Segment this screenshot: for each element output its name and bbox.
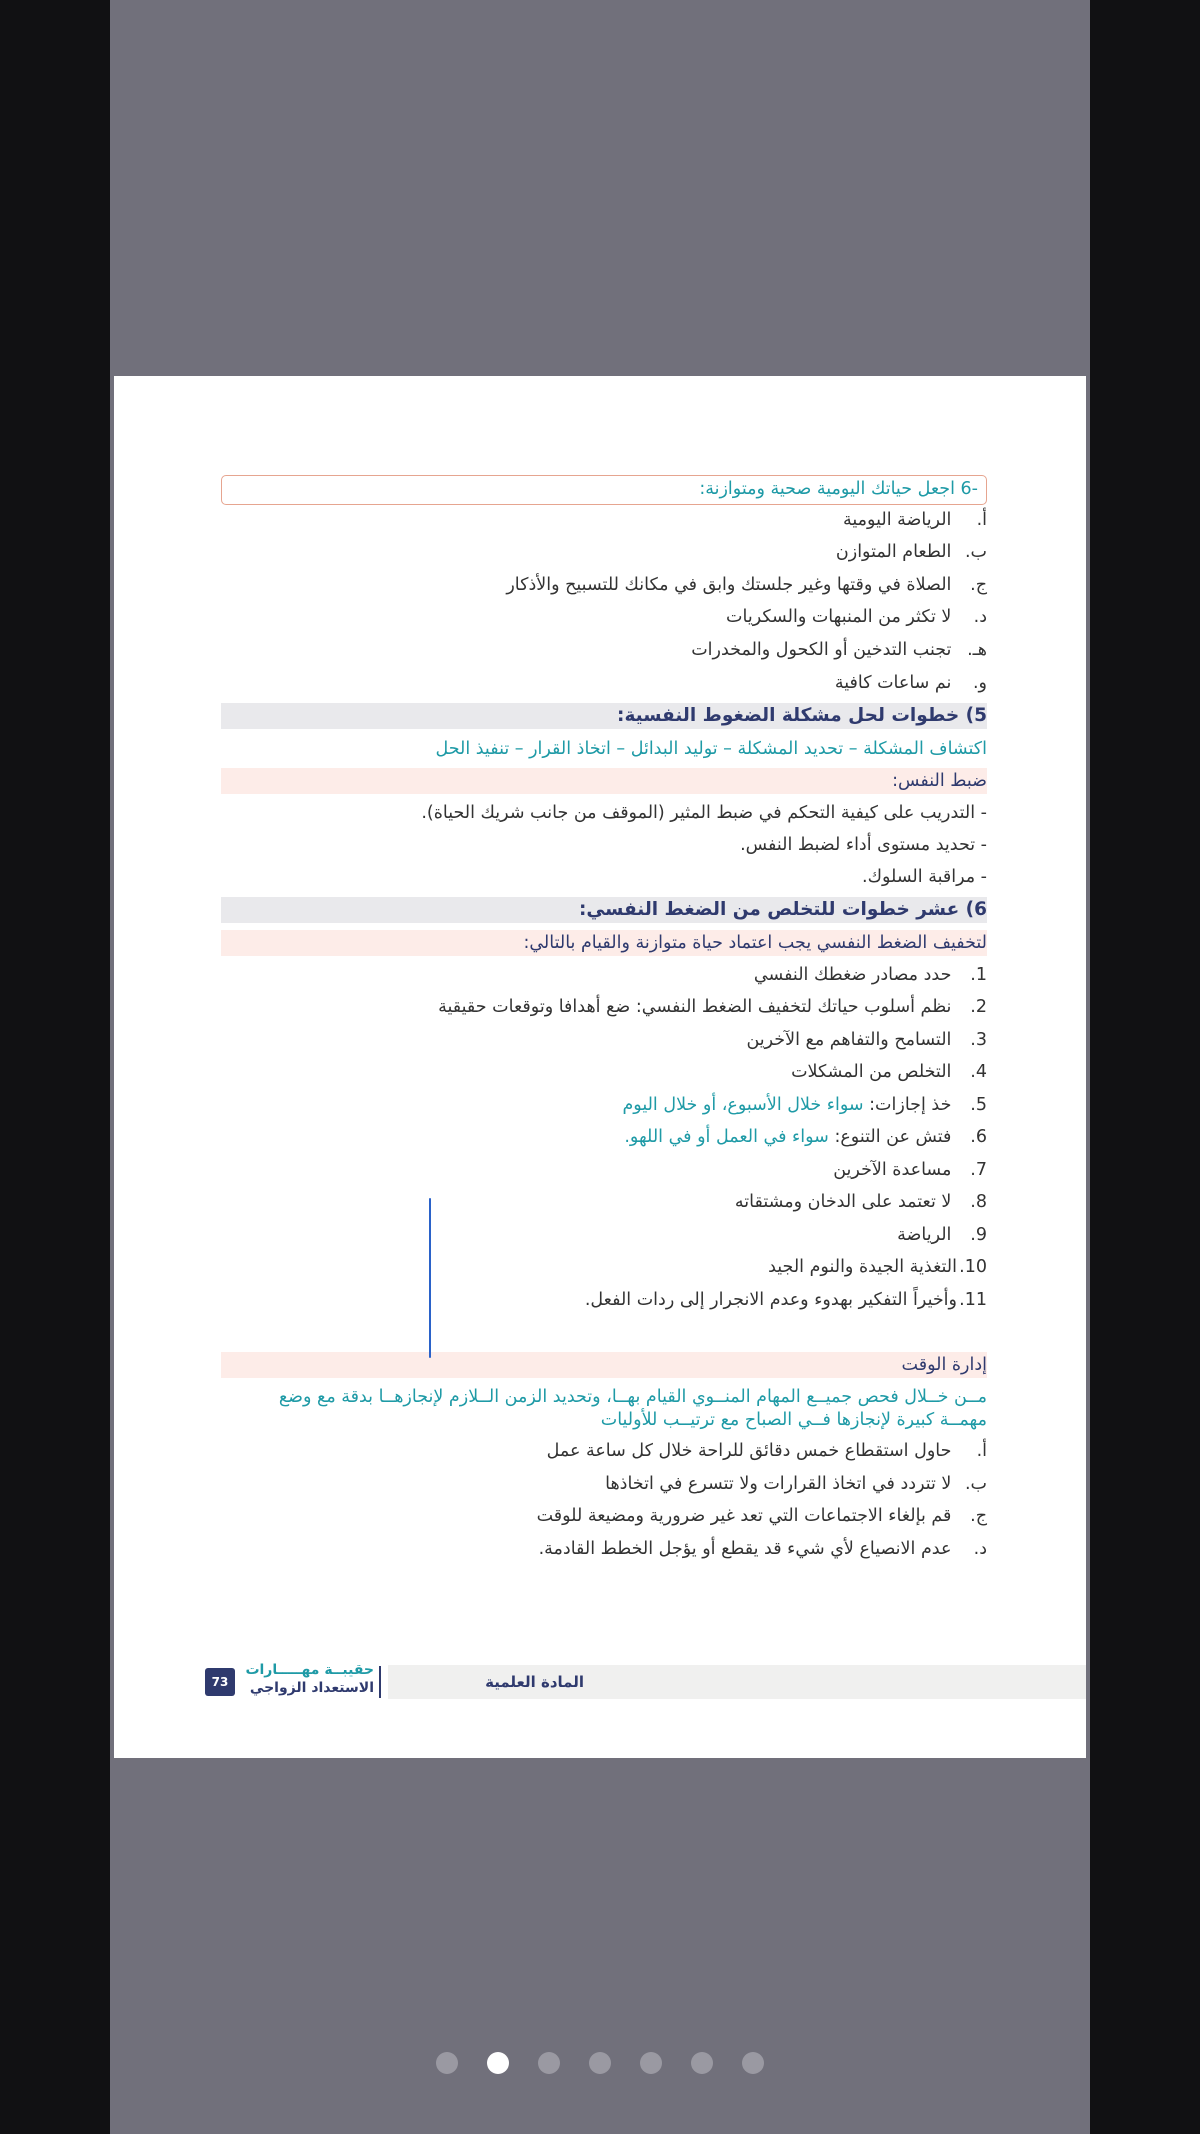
ten-steps-item bbox=[221, 962, 987, 988]
ten-steps-item bbox=[221, 1189, 987, 1215]
item-text: الرياضة bbox=[897, 1225, 952, 1245]
page-dot[interactable] bbox=[640, 2052, 662, 2074]
item-marker: 11. bbox=[959, 1290, 987, 1310]
item-marker: 7. bbox=[970, 1160, 987, 1180]
item-text: لا تتردد في اتخاذ القرارات ولا تتسرع في اتخاذها bbox=[605, 1474, 952, 1494]
item-marker: 6. bbox=[970, 1127, 987, 1147]
footer-title-line2: الاستعداد الزواجي bbox=[249, 1680, 374, 1696]
document-page bbox=[114, 376, 1086, 1758]
stress-solution-steps: اكتشاف المشكلة – تحديد المشكلة – توليد البدائل – اتخاذ القرار – تنفيذ الحل bbox=[435, 739, 987, 759]
healthy-item bbox=[221, 539, 987, 565]
item-marker: أ. bbox=[976, 510, 987, 530]
item-text: التسامح والتفاهم مع الآخرين bbox=[746, 1030, 952, 1050]
ten-steps-item bbox=[221, 1124, 987, 1150]
stress-solution-heading: 5) خطوات لحل مشكلة الضغوط النفسية: bbox=[221, 703, 987, 729]
item-text: فتش عن التنوع: bbox=[834, 1127, 952, 1147]
ten-steps-item bbox=[221, 1027, 987, 1053]
item-marker: و. bbox=[972, 673, 987, 693]
item-text: التغذية الجيدة والنوم الجيد bbox=[768, 1257, 957, 1277]
page-number-badge: 73 bbox=[205, 1668, 235, 1696]
item-text: خذ إجازات: bbox=[869, 1095, 952, 1115]
pen-annotation-line bbox=[429, 1198, 431, 1358]
healthy-life-title: -6 اجعل حياتك اليومية صحية ومتوازنة: bbox=[699, 479, 978, 499]
time-item bbox=[221, 1438, 987, 1464]
time-management-intro: مــن خــلال فحص جميــع المهام المنــوي القيام بهــا، وتحديد الزمن الــلازم لإنجازهــا بدقة مع وضع bbox=[278, 1387, 987, 1407]
footer-subject: المادة العلمية bbox=[485, 1673, 584, 1691]
item-text: لا تعتمد على الدخان ومشتقاته bbox=[734, 1192, 952, 1212]
healthy-item bbox=[221, 637, 987, 663]
self-control-heading: ضبط النفس: bbox=[221, 768, 987, 794]
item-text: عدم الانصياع لأي شيء قد يقطع أو يؤجل الخطط القادمة. bbox=[538, 1539, 952, 1559]
item-text: نم ساعات كافية bbox=[834, 673, 952, 693]
footer-book-title bbox=[244, 1661, 374, 1697]
self-control-item: - تحديد مستوى أداء لضبط النفس. bbox=[740, 835, 987, 855]
ten-steps-heading: 6) عشر خطوات للتخلص من الضغط النفسي: bbox=[221, 897, 987, 923]
item-marker: ج. bbox=[970, 1506, 987, 1526]
ten-steps-item bbox=[221, 1254, 987, 1280]
time-management-heading: إدارة الوقت bbox=[221, 1352, 987, 1378]
item-marker: 5. bbox=[970, 1095, 987, 1115]
ten-steps-item bbox=[221, 1157, 987, 1183]
item-marker: 9. bbox=[970, 1225, 987, 1245]
healthy-life-heading bbox=[221, 475, 987, 505]
healthy-item bbox=[221, 604, 987, 630]
item-text: مساعدة الآخرين bbox=[833, 1160, 952, 1180]
ten-steps-item bbox=[221, 1092, 987, 1118]
self-control-item: - التدريب على كيفية التحكم في ضبط المثير (الموقف من جانب شريك الحياة). bbox=[421, 803, 987, 823]
healthy-item bbox=[221, 572, 987, 598]
item-text: تجنب التدخين أو الكحول والمخدرات bbox=[691, 640, 952, 660]
item-marker: د. bbox=[973, 1539, 987, 1559]
item-marker: 4. bbox=[970, 1062, 987, 1082]
item-marker: هـ. bbox=[967, 640, 987, 660]
item-text: وأخيراً التفكير بهدوء وعدم الانجرار إلى ردات الفعل. bbox=[584, 1290, 957, 1310]
item-text: نظم أسلوب حياتك لتخفيف الضغط النفسي: ضع أهدافا وتوقعات حقيقية bbox=[438, 997, 952, 1017]
time-item bbox=[221, 1536, 987, 1562]
item-text: الصلاة في وقتها وغير جلستك وابق في مكانك للتسبيح والأذكار bbox=[506, 575, 952, 595]
footer-separator bbox=[379, 1666, 381, 1698]
item-text: الطعام المتوازن bbox=[835, 542, 952, 562]
item-marker: 10. bbox=[959, 1257, 987, 1277]
page-dot-active[interactable] bbox=[487, 2052, 509, 2074]
page-content bbox=[221, 376, 987, 1758]
ten-steps-item bbox=[221, 994, 987, 1020]
item-text: التخلص من المشكلات bbox=[791, 1062, 952, 1082]
ten-steps-item bbox=[221, 1222, 987, 1248]
footer-title-line1: حقيبــة مهـــــارات bbox=[245, 1662, 374, 1678]
time-management-intro: مهمــة كبيرة لإنجازها فــي الصباح مع ترتيــب للأوليات bbox=[600, 1410, 987, 1430]
item-marker: ب. bbox=[964, 542, 987, 562]
item-marker: 1. bbox=[970, 965, 987, 985]
item-marker: 8. bbox=[970, 1192, 987, 1212]
item-marker: أ. bbox=[976, 1441, 987, 1461]
item-text: الرياضة اليومية bbox=[843, 510, 952, 530]
ten-steps-item bbox=[221, 1059, 987, 1085]
item-marker: د. bbox=[973, 607, 987, 627]
page-dot[interactable] bbox=[589, 2052, 611, 2074]
item-highlight: سواء في العمل أو في اللهو. bbox=[624, 1127, 829, 1147]
item-marker: ب. bbox=[964, 1474, 987, 1494]
ten-steps-item bbox=[221, 1287, 987, 1313]
page-dot[interactable] bbox=[742, 2052, 764, 2074]
healthy-item bbox=[221, 670, 987, 696]
item-marker: 3. bbox=[970, 1030, 987, 1050]
page-indicator bbox=[0, 2052, 1200, 2072]
time-item bbox=[221, 1503, 987, 1529]
page-dot[interactable] bbox=[538, 2052, 560, 2074]
item-marker: ج. bbox=[970, 575, 987, 595]
page-dot[interactable] bbox=[691, 2052, 713, 2074]
self-control-item: - مراقبة السلوك. bbox=[862, 867, 987, 887]
item-highlight: سواء خلال الأسبوع، أو خلال اليوم bbox=[622, 1095, 864, 1115]
item-text: حدد مصادر ضغطك النفسي bbox=[753, 965, 952, 985]
item-text: حاول استقطاع خمس دقائق للراحة خلال كل ساعة عمل bbox=[546, 1441, 952, 1461]
ten-steps-intro: لتخفيف الضغط النفسي يجب اعتماد حياة متوازنة والقيام بالتالي: bbox=[221, 930, 987, 956]
healthy-item bbox=[221, 507, 987, 533]
item-text: قم بإلغاء الاجتماعات التي تعد غير ضرورية ومضيعة للوقت bbox=[536, 1506, 952, 1526]
item-text: لا تكثر من المنبهات والسكريات bbox=[726, 607, 952, 627]
item-marker: 2. bbox=[970, 997, 987, 1017]
page-dot[interactable] bbox=[436, 2052, 458, 2074]
time-item bbox=[221, 1471, 987, 1497]
